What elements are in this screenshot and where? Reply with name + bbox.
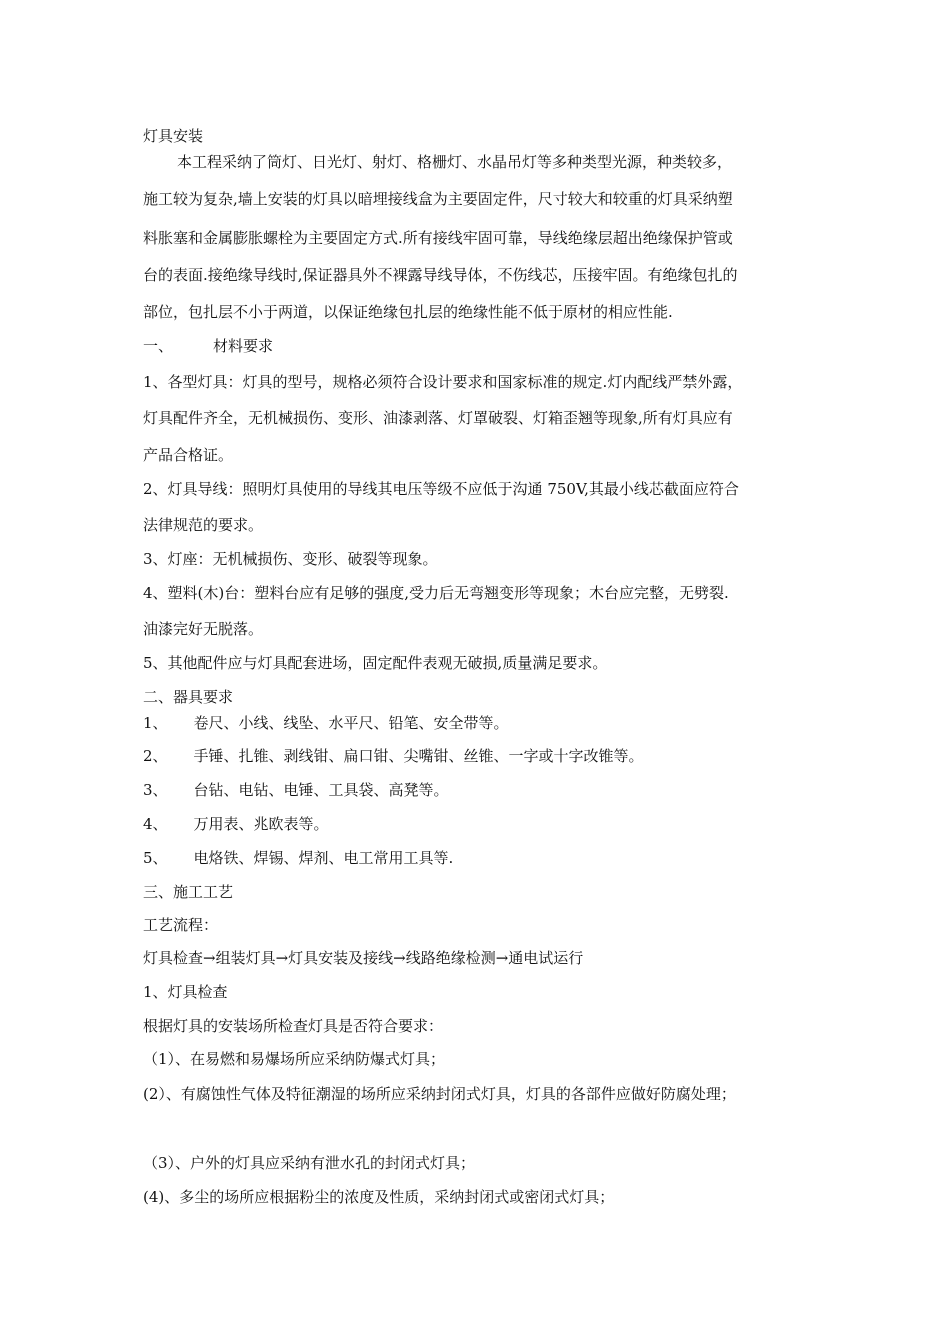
materials-line: 4、塑料(木)台：塑料台应有足够的强度,受力后无弯翘变形等现象；木台应完整，无劈裂. [143,584,729,602]
tool-item: 5、 电烙铁、焊锡、焊剂、电工常用工具等. [143,849,454,867]
intro-line: 料胀塞和金属膨胀螺栓为主要固定方式.所有接线牢固可靠，导线绝缘层超出绝缘保护管或 [143,229,733,247]
check-item: (4)、多尘的场所应根据粉尘的浓度及性质，采纳封闭式或密闭式灯具； [143,1188,615,1206]
materials-line: 灯具配件齐全，无机械损伤、变形、油漆剥落、灯罩破裂、灯箱歪翘等现象,所有灯具应有 [143,409,733,427]
materials-line: 油漆完好无脱落。 [143,620,264,638]
intro-line: 施工较为复杂,墙上安装的灯具以暗埋接线盒为主要固定件，尺寸较大和较重的灯具采纳塑 [143,190,733,208]
step-heading: 1、灯具检查 [143,983,228,1001]
process-flow: 灯具检查→组装灯具→灯具安装及接线→线路绝缘检测→通电试运行 [143,949,584,967]
section-number: 一、 [143,337,174,355]
intro-line: 部位，包扎层不小于两道，以保证绝缘包扎层的绝缘性能不低于原材的相应性能. [143,303,673,321]
check-item: （1）、在易燃和易爆场所应采纳防爆式灯具； [143,1050,446,1068]
section-title: 材料要求 [213,337,274,355]
section-heading-process: 三、施工工艺 [143,883,234,901]
materials-line: 5、其他配件应与灯具配套进场，固定配件表观无破损,质量满足要求。 [143,654,608,672]
process-label: 工艺流程： [143,916,219,934]
tool-item: 3、 台钻、电钻、电锤、工具袋、高凳等。 [143,781,449,799]
section-heading-materials [143,336,823,356]
tool-item: 2、 手锤、扎锥、剥线钳、扁口钳、尖嘴钳、丝锥、一字或十字改锥等。 [143,747,644,765]
materials-line: 产品合格证。 [143,446,234,464]
section-heading-tools: 二、器具要求 [143,688,234,706]
step-description: 根据灯具的安装场所检查灯具是否符合要求： [143,1017,444,1035]
check-item: (2）、有腐蚀性气体及特征潮湿的场所应采纳封闭式灯具，灯具的各部件应做好防腐处理； [143,1085,736,1103]
materials-line: 3、灯座：无机械损伤、变形、破裂等现象。 [143,550,438,568]
tool-item: 4、 万用表、兆欧表等。 [143,815,329,833]
intro-line: 本工程采纳了筒灯、日光灯、射灯、格栅灯、水晶吊灯等多种类型光源，种类较多， [177,153,733,171]
materials-line: 法律规范的要求。 [143,516,264,534]
document-title: 灯具安装 [143,127,204,145]
check-item: （3）、户外的灯具应采纳有泄水孔的封闭式灯具； [143,1154,476,1172]
materials-line: 1、各型灯具：灯具的型号，规格必须符合设计要求和国家标准的规定.灯内配线严禁外露， [143,373,743,391]
tool-item: 1、 卷尺、小线、线坠、水平尺、铅笔、安全带等。 [143,714,509,732]
intro-line: 台的表面.接绝缘导线时,保证器具外不裸露导线导体，不伤线芯，压接牢固。有绝缘包扎的 [143,266,738,284]
materials-line: 2、灯具导线：照明灯具使用的导线其电压等级不应低于沟通 750V,其最小线芯截面应符合 [143,480,739,498]
